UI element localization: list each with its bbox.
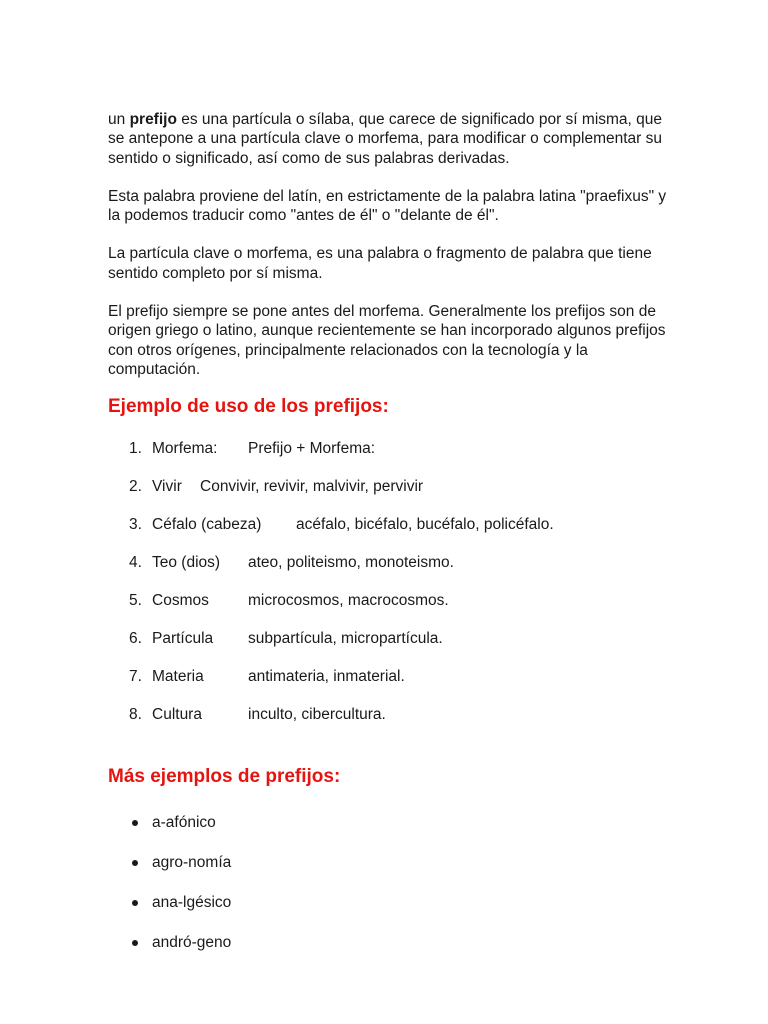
intro-paragraph [108, 110, 668, 168]
paragraph-origin: Esta palabra proviene del latín, en estrictamente de la palabra latina "praefixus" y la podemos traducir como "antes de él" o "delante de él". [108, 187, 667, 225]
paragraph-position: El prefijo siempre se pone antes del morfema. Generalmente los prefijos son de origen griego o latino, aunque recientemente se han incorporado algunos prefijos con otros orígenes, principalmente relacionados con la tecnología y la computación. [108, 303, 666, 378]
prefix-example: agro-nomía [152, 854, 232, 872]
bullet-icon [132, 820, 138, 826]
root-word: Teo (dios) [152, 554, 221, 572]
derived-words: antimateria, inmaterial. [248, 668, 405, 686]
list-number: 2. [129, 478, 142, 496]
list-item [108, 629, 668, 667]
examples-list [108, 439, 668, 743]
bullet-icon [132, 860, 138, 866]
list-item [108, 667, 668, 705]
derived-words: inculto, cibercultura. [248, 706, 386, 724]
root-word: Cosmos [152, 592, 209, 610]
list-item [108, 893, 668, 933]
list-item [108, 705, 668, 743]
prefix-example: andró-geno [152, 934, 232, 952]
list-number: 6. [129, 630, 142, 648]
list-number: 3. [129, 516, 142, 534]
list-item [108, 553, 668, 591]
bullet-icon [132, 940, 138, 946]
list-number: 7. [129, 668, 142, 686]
list-number: 4. [129, 554, 142, 572]
list-number: 8. [129, 706, 142, 724]
derived-words: ateo, politeismo, monoteismo. [248, 554, 454, 572]
root-word: Materia [152, 668, 204, 686]
prefix-example: ana-lgésico [152, 894, 232, 912]
section-heading-examples: Ejemplo de uso de los prefijos: [108, 396, 389, 418]
list-item [108, 933, 668, 973]
bullet-icon [132, 900, 138, 906]
prefix-example: a-afónico [152, 814, 216, 832]
root-word: Vivir [152, 478, 182, 496]
root-word: Cultura [152, 706, 202, 724]
list-item [108, 813, 668, 853]
prefix-list [108, 813, 668, 973]
derived-words: microcosmos, macrocosmos. [248, 592, 449, 610]
derived-words: acéfalo, bicéfalo, bucéfalo, policéfalo. [296, 516, 554, 534]
intro-lead: un [108, 111, 130, 128]
list-item [108, 591, 668, 629]
list-number: 5. [129, 592, 142, 610]
list-item [108, 515, 668, 553]
derived-words: Prefijo + Morfema: [248, 440, 376, 458]
root-word: Céfalo (cabeza) [152, 516, 262, 534]
list-item [108, 853, 668, 893]
paragraph-morpheme: La partícula clave o morfema, es una palabra o fragmento de palabra que tiene sentido completo por sí misma. [108, 245, 652, 282]
root-word: Morfema: [152, 440, 218, 458]
list-item [108, 477, 668, 515]
root-word: Partícula [152, 630, 214, 648]
derived-words: Convivir, revivir, malvivir, pervivir [200, 478, 424, 496]
intro-term: prefijo [129, 111, 177, 128]
list-item [108, 439, 668, 477]
document-page [108, 110, 668, 973]
section-heading-more-examples: Más ejemplos de prefijos: [108, 766, 341, 788]
derived-words: subpartícula, micropartícula. [248, 630, 443, 648]
list-number: 1. [129, 440, 142, 458]
intro-rest: es una partícula o sílaba, que carece de significado por sí misma, que se antepone a una partícula clave o morfema, para modificar o complementar su sentido o significado, así como de sus palabras derivadas. [108, 111, 663, 167]
